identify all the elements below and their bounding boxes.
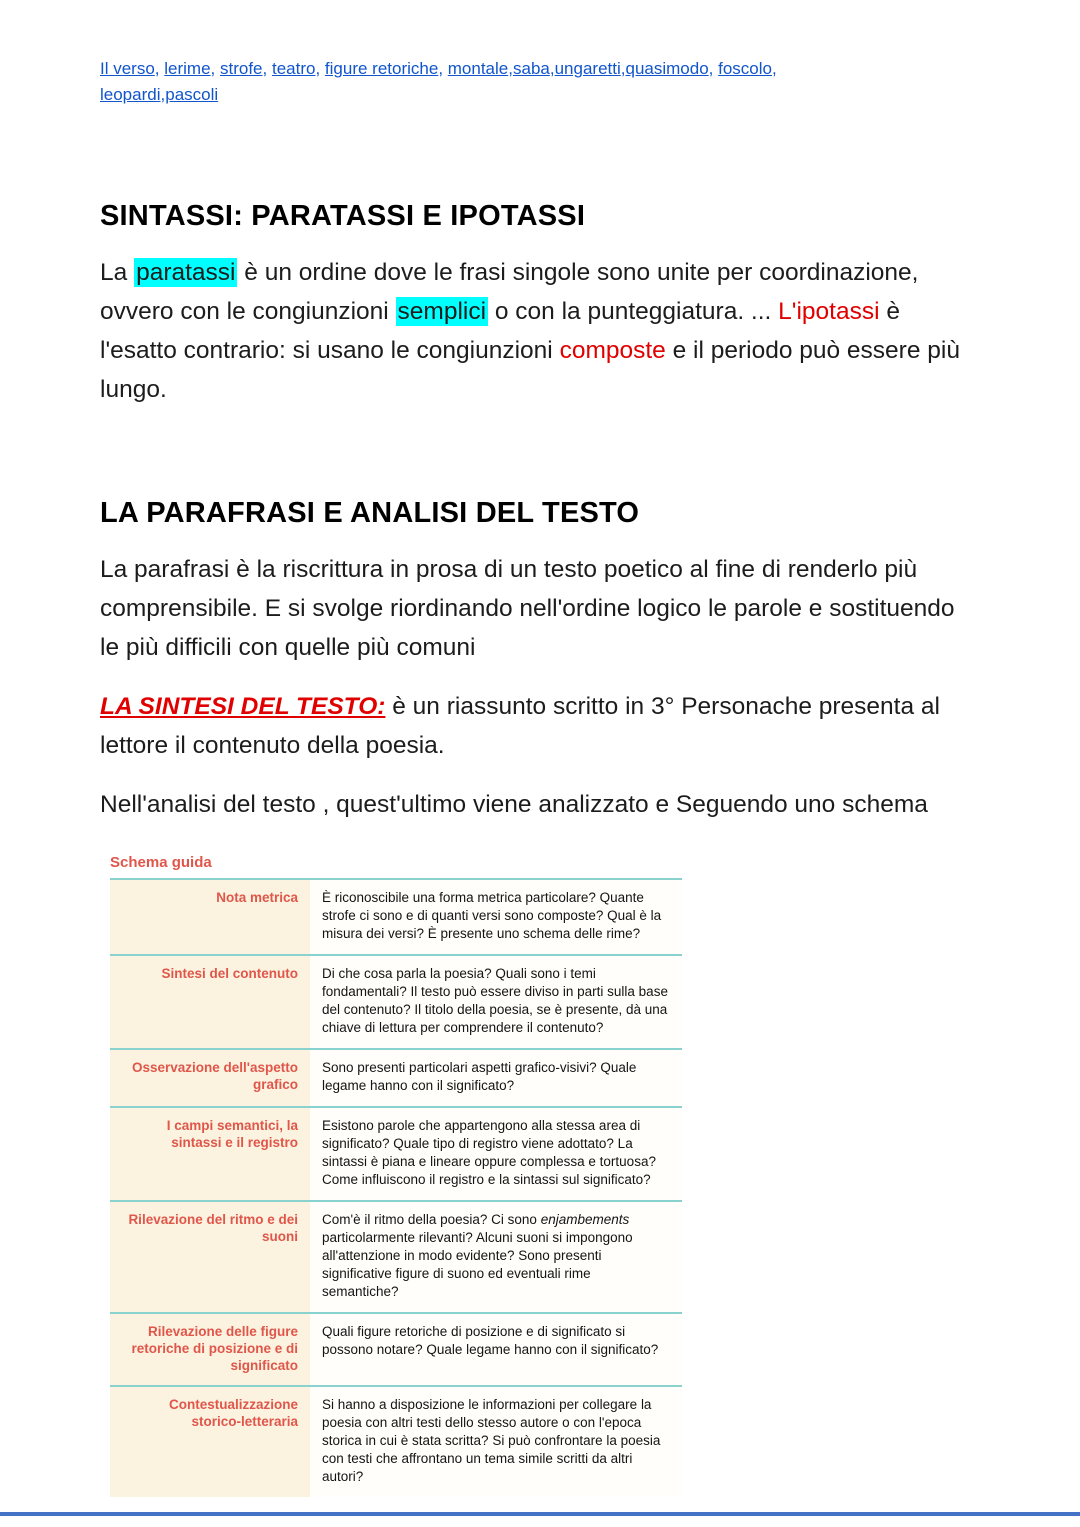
row-text: Sono presenti particolari aspetti grafico-visivi? Quale legame hanno con il significato? bbox=[310, 1050, 682, 1106]
topic-link-lerime[interactable]: lerime bbox=[164, 59, 211, 78]
text-segment: particolarmente rilevanti? Alcuni suoni si impongono all'attenzione in modo evidente? Sono presenti significative figure di suono ed eventuali rime semantiche? bbox=[322, 1230, 633, 1299]
table-row-sintesi-contenuto bbox=[110, 956, 682, 1050]
link-separator: , bbox=[508, 59, 513, 78]
heading-sintassi: SINTASSI: PARATASSI E IPOTASSI bbox=[100, 200, 586, 232]
topic-link-il-verso[interactable]: Il verso bbox=[100, 59, 155, 78]
row-label: Nota metrica bbox=[110, 880, 310, 954]
paragraph-analisi: Nell'analisi del testo , quest'ultimo viene analizzato e Seguendo uno schema bbox=[100, 791, 928, 818]
text-segment: è un riassunto scritto in 3° Personache presenta al lettore il contenuto della poesia. bbox=[100, 693, 940, 759]
text-segment: o con la punteggiatura. ... bbox=[488, 298, 779, 325]
row-text: Di che cosa parla la poesia? Quali sono i temi fondamentali? Il testo può essere diviso in parti sulla base del contenuto? Il titolo della poesia, se è presente, dà una chiave di lettura per comprendere il contenuto? bbox=[310, 956, 682, 1048]
paragraph-sintassi bbox=[100, 253, 980, 409]
schema-guida bbox=[110, 854, 682, 1497]
link-separator: , bbox=[772, 59, 777, 78]
topic-link-teatro[interactable]: teatro bbox=[271, 59, 316, 78]
red-word-composte: composte bbox=[559, 337, 666, 364]
link-separator: , bbox=[438, 59, 448, 78]
topic-link-foscolo[interactable]: foscolo bbox=[718, 59, 772, 78]
row-text bbox=[310, 1202, 682, 1312]
row-label: I campi semantici, la sintassi e il registro bbox=[110, 1108, 310, 1200]
topic-link-figure-retoriche[interactable]: figure retoriche bbox=[324, 59, 439, 78]
link-separator: , bbox=[620, 59, 626, 78]
highlighted-word-paratassi: paratassi bbox=[136, 259, 236, 286]
table-row-campi-semantici bbox=[110, 1108, 682, 1202]
row-text: Si hanno a disposizione le informazioni per collegare la poesia con altri testi dello stesso autore o con l'epoca storica in cui è stata scritta? Si può confrontare la poesia con testi che affrontano un tema simile scritti da altri autori? bbox=[310, 1387, 682, 1497]
row-label: Osservazione dell'aspetto grafico bbox=[110, 1050, 310, 1106]
link-separator: , bbox=[549, 59, 555, 78]
text-segment: La bbox=[100, 259, 135, 286]
table-row-ritmo-suoni bbox=[110, 1202, 682, 1314]
red-word-ipotassi: L'ipotassi bbox=[778, 298, 880, 325]
text-segment: Com'è il ritmo della poesia? Ci sono bbox=[322, 1212, 541, 1227]
link-separator: , bbox=[315, 59, 325, 78]
highlighted-word-semplici: semplici bbox=[397, 298, 487, 325]
topic-link-montale[interactable]: montale bbox=[447, 59, 509, 78]
topic-link-quasimodo[interactable]: quasimodo bbox=[625, 59, 709, 78]
row-label: Sintesi del contenuto bbox=[110, 956, 310, 1048]
schema-guida-table bbox=[110, 878, 682, 1497]
row-text: È riconoscibile una forma metrica particolare? Quante strofe ci sono e di quanti versi sono composte? Qual è la misura dei versi? È presente uno schema delle rime? bbox=[310, 880, 682, 954]
heading-parafrasi: LA PARAFRASI E ANALISI DEL TESTO bbox=[100, 497, 640, 529]
table-row-nota-metrica bbox=[110, 880, 682, 956]
link-separator: , bbox=[708, 59, 719, 78]
link-separator: , bbox=[262, 59, 272, 78]
link-separator: , bbox=[160, 85, 166, 104]
table-row-aspetto-grafico bbox=[110, 1050, 682, 1108]
topic-link-strofe[interactable]: strofe bbox=[220, 59, 263, 78]
link-separator: , bbox=[210, 59, 220, 78]
row-text: Esistono parole che appartengono alla stessa area di significato? Quale tipo di registro viene adottato? La sintassi è piana e lineare oppure complessa e tortuosa? Come influiscono il registro e la sintassi sul significato? bbox=[310, 1108, 682, 1200]
table-row-contestualizzazione bbox=[110, 1387, 682, 1497]
table-row-figure-retoriche bbox=[110, 1314, 682, 1387]
paragraph-parafrasi: La parafrasi è la riscrittura in prosa di un testo poetico al fine di renderlo più comprensibile. E si svolge riordinando nell'ordine logico le parole e sostituendo le più difficili con quelle più comuni bbox=[100, 556, 955, 661]
text-segment: è l'esatto contrario: si usano le congiunzioni bbox=[100, 298, 900, 364]
schema-guida-title: Schema guida bbox=[110, 854, 212, 871]
topic-link-saba[interactable]: saba bbox=[512, 59, 550, 78]
row-label: Rilevazione del ritmo e dei suoni bbox=[110, 1202, 310, 1312]
topic-link-leopardi[interactable]: leopardi bbox=[100, 85, 161, 104]
text-segment: è un ordine dove le frasi singole sono unite per coordinazione, ovvero con le congiunzioni bbox=[100, 259, 919, 325]
text-segment: e il periodo può essere più lungo. bbox=[100, 337, 960, 403]
page-bottom-divider bbox=[0, 1512, 1080, 1516]
topic-link-pascoli[interactable]: pascoli bbox=[165, 85, 219, 104]
sintesi-del-testo-label: LA SINTESI DEL TESTO: bbox=[100, 693, 386, 720]
paragraph-sintesi bbox=[100, 687, 980, 765]
row-label: Contestualizzazione storico-letteraria bbox=[110, 1387, 310, 1497]
italic-word-enjambements: enjambements bbox=[540, 1212, 630, 1227]
topic-link-ungaretti[interactable]: ungaretti bbox=[554, 59, 621, 78]
top-links-line bbox=[100, 56, 875, 108]
row-text: Quali figure retoriche di posizione e di significato si possono notare? Quale legame hanno con il significato? bbox=[310, 1314, 682, 1385]
row-label: Rilevazione delle figure retoriche di posizione e di significato bbox=[110, 1314, 310, 1385]
link-separator: , bbox=[154, 59, 165, 78]
